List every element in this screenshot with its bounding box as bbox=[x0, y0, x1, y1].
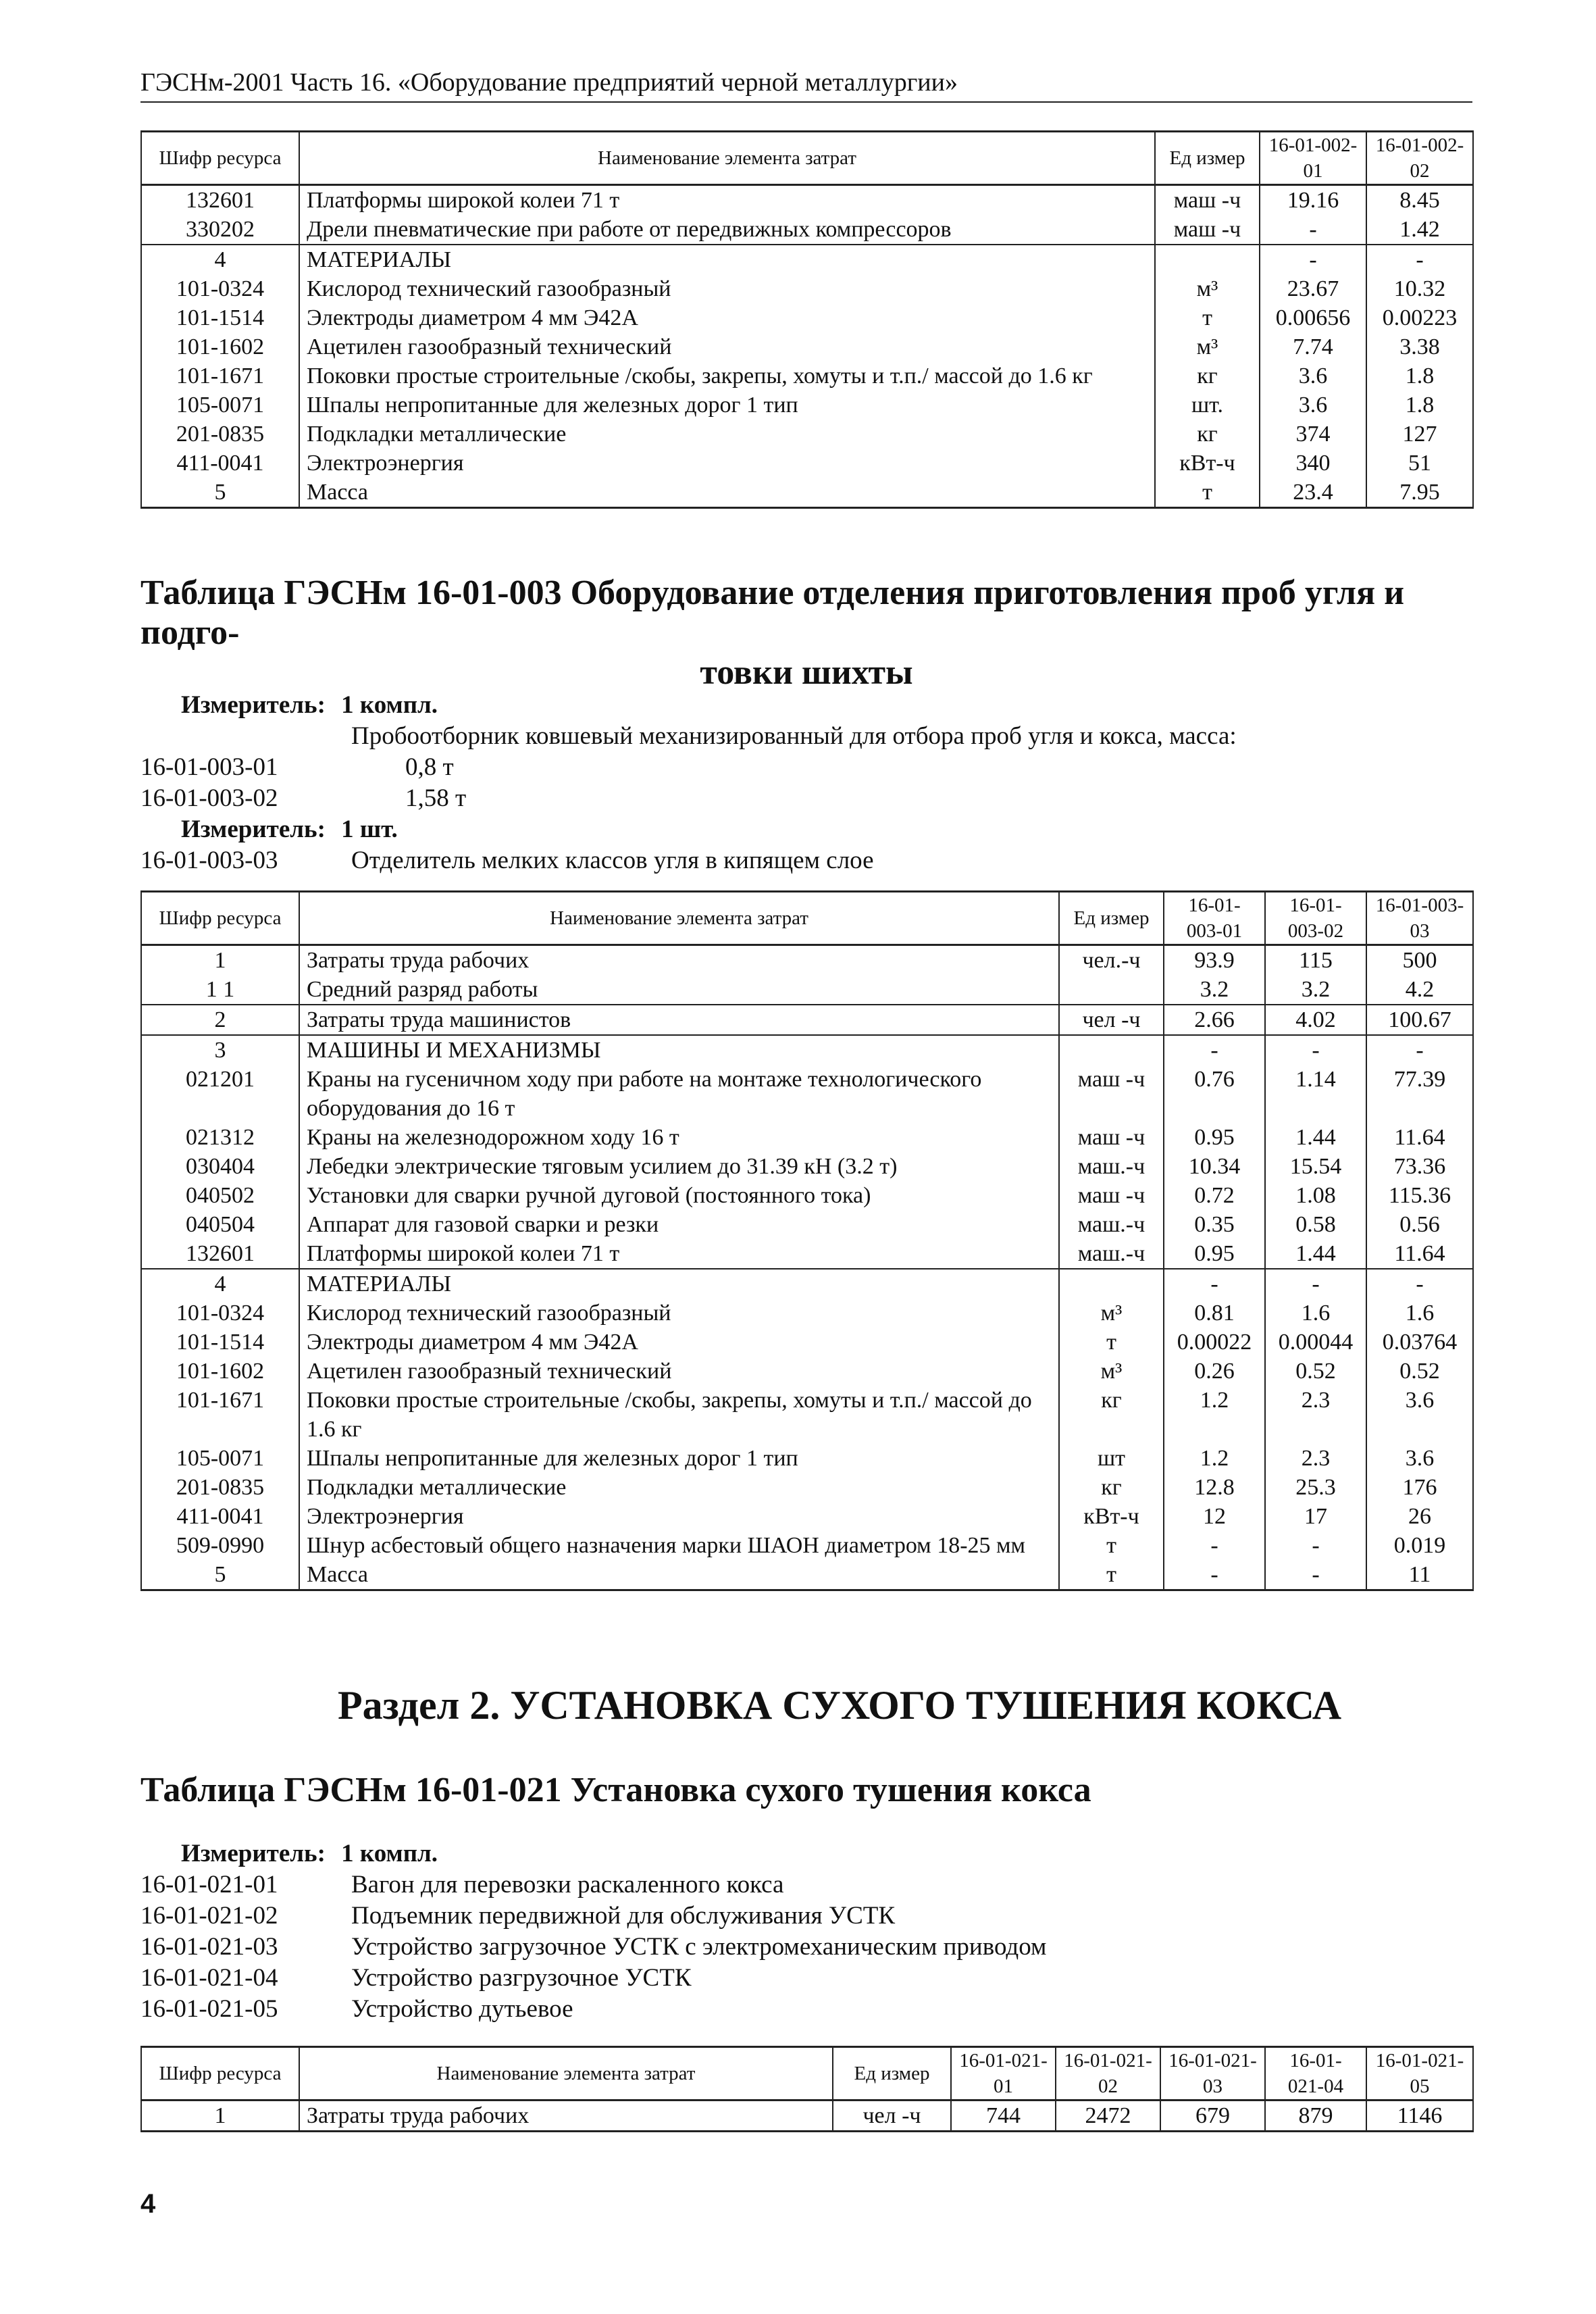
cell-unit: м³ bbox=[1155, 274, 1260, 303]
cell-code: 030404 bbox=[141, 1152, 299, 1181]
cell-v3: 100.67 bbox=[1366, 1005, 1473, 1035]
cell-code: 101-1602 bbox=[141, 332, 299, 361]
cell-unit: чел -ч bbox=[1059, 1005, 1164, 1035]
item-code: 16-01-003-02 bbox=[140, 784, 278, 812]
cell-unit: кг bbox=[1059, 1473, 1164, 1502]
column-header: 16-01-021-04 bbox=[1265, 2047, 1366, 2101]
cell-code: 2 bbox=[141, 1005, 299, 1035]
table-16-01-003 bbox=[140, 890, 1474, 1591]
cell-v1: 374 bbox=[1260, 420, 1366, 449]
table-row bbox=[141, 1444, 1473, 1473]
cell-code: 330202 bbox=[141, 215, 299, 245]
column-header: 16-01-021-05 bbox=[1366, 2047, 1473, 2101]
table-row bbox=[141, 1328, 1473, 1357]
cell-code: 021201 bbox=[141, 1065, 299, 1123]
running-header: ГЭСНм-2001 Часть 16. «Оборудование предприятий черной металлургии» bbox=[140, 68, 958, 97]
cell-unit: кг bbox=[1059, 1386, 1164, 1444]
cell-v2: 2.3 bbox=[1265, 1444, 1366, 1473]
item-code: 16-01-003-03 bbox=[140, 847, 278, 874]
cell-v2: 0.52 bbox=[1265, 1357, 1366, 1386]
cell-code: 040504 bbox=[141, 1210, 299, 1239]
cell-name: Аппарат для газовой сварки и резки bbox=[299, 1210, 1059, 1239]
cell-v2: 15.54 bbox=[1265, 1152, 1366, 1181]
column-header: 16-01-002-02 bbox=[1366, 132, 1473, 185]
cell-code: 4 bbox=[141, 1269, 299, 1299]
cell-v2: 4.02 bbox=[1265, 1005, 1366, 1035]
cell-v2: 2472 bbox=[1056, 2101, 1160, 2132]
cell-v2: 1.8 bbox=[1366, 391, 1473, 420]
cell-v1: 1.2 bbox=[1164, 1444, 1265, 1473]
cell-name: Подкладки металлические bbox=[299, 420, 1155, 449]
cell-v2: - bbox=[1265, 1531, 1366, 1560]
cell-unit: маш.-ч bbox=[1059, 1239, 1164, 1269]
cell-name: Поковки простые строительные /скобы, закрепы, хомуты и т.п./ массой до 1.6 кг bbox=[299, 361, 1155, 391]
cell-name: Лебедки электрические тяговым усилием до 31.39 кН (3.2 т) bbox=[299, 1152, 1059, 1181]
cell-code: 4 bbox=[141, 245, 299, 274]
table-title bbox=[140, 573, 1472, 693]
item-code: 16-01-021-03 bbox=[140, 1933, 278, 1961]
cell-unit: маш.-ч bbox=[1059, 1152, 1164, 1181]
item-text: Устройство загрузочное УСТК с электромеханическим приводом bbox=[351, 1933, 1047, 1961]
cell-unit bbox=[1059, 1035, 1164, 1065]
cell-name: Ацетилен газообразный технический bbox=[299, 1357, 1059, 1386]
measure-line bbox=[181, 815, 398, 844]
header-rule bbox=[140, 101, 1472, 103]
column-header: Наименование элемента затрат bbox=[299, 892, 1059, 945]
cell-unit: кг bbox=[1155, 420, 1260, 449]
table-row bbox=[141, 245, 1473, 274]
cell-v1: 23.4 bbox=[1260, 478, 1366, 508]
column-header: 16-01-003-03 bbox=[1366, 892, 1473, 945]
table-row bbox=[141, 478, 1473, 508]
table-row bbox=[141, 420, 1473, 449]
cell-code: 509-0990 bbox=[141, 1531, 299, 1560]
cell-name: Ацетилен газообразный технический bbox=[299, 332, 1155, 361]
table-row bbox=[141, 1386, 1473, 1444]
cell-code: 105-0071 bbox=[141, 391, 299, 420]
cell-name: Шпалы непропитанные для железных дорог 1 тип bbox=[299, 391, 1155, 420]
cell-name: Электроэнергия bbox=[299, 1502, 1059, 1531]
cell-v3: 679 bbox=[1160, 2101, 1265, 2132]
cell-unit: т bbox=[1059, 1328, 1164, 1357]
cell-name: Установки для сварки ручной дуговой (постоянного тока) bbox=[299, 1181, 1059, 1210]
cell-name: Масса bbox=[299, 478, 1155, 508]
table-row bbox=[141, 1269, 1473, 1299]
cell-v3: - bbox=[1366, 1269, 1473, 1299]
cell-v1: 0.95 bbox=[1164, 1123, 1265, 1152]
cell-v2: 1.8 bbox=[1366, 361, 1473, 391]
table-row bbox=[141, 1473, 1473, 1502]
cell-v3: 26 bbox=[1366, 1502, 1473, 1531]
cell-unit: кВт-ч bbox=[1059, 1502, 1164, 1531]
cell-v1: - bbox=[1260, 215, 1366, 245]
table-row bbox=[141, 274, 1473, 303]
column-header: 16-01-003-01 bbox=[1164, 892, 1265, 945]
item-code: 16-01-021-01 bbox=[140, 1871, 278, 1898]
cell-v1: 0.72 bbox=[1164, 1181, 1265, 1210]
cell-v1: 3.2 bbox=[1164, 975, 1265, 1005]
cell-v1: 23.67 bbox=[1260, 274, 1366, 303]
cell-v2: 0.00223 bbox=[1366, 303, 1473, 332]
cell-v3: 11.64 bbox=[1366, 1123, 1473, 1152]
column-header: Наименование элемента затрат bbox=[299, 132, 1155, 185]
cell-name: МАШИНЫ И МЕХАНИЗМЫ bbox=[299, 1035, 1059, 1065]
table-title-line: Таблица ГЭСНм 16-01-003 Оборудование отделения приготовления проб угля и подго- bbox=[140, 574, 1405, 652]
cell-v1: 7.74 bbox=[1260, 332, 1366, 361]
cell-name: МАТЕРИАЛЫ bbox=[299, 245, 1155, 274]
cell-v1: 10.34 bbox=[1164, 1152, 1265, 1181]
cell-v1: - bbox=[1164, 1035, 1265, 1065]
cell-v3: 1.6 bbox=[1366, 1299, 1473, 1328]
table-16-01-021 bbox=[140, 2046, 1474, 2132]
cell-v3: 500 bbox=[1366, 945, 1473, 976]
cell-unit bbox=[1059, 975, 1164, 1005]
cell-name: Затраты труда машинистов bbox=[299, 1005, 1059, 1035]
cell-v1: 0.76 bbox=[1164, 1065, 1265, 1123]
cell-name: Платформы широкой колеи 71 т bbox=[299, 185, 1155, 216]
measure-value: 1 компл. bbox=[341, 691, 438, 719]
cell-code: 5 bbox=[141, 478, 299, 508]
cell-v2: 1.6 bbox=[1265, 1299, 1366, 1328]
cell-unit: маш -ч bbox=[1155, 185, 1260, 216]
cell-unit: маш -ч bbox=[1059, 1065, 1164, 1123]
cell-code: 201-0835 bbox=[141, 1473, 299, 1502]
cell-name: Кислород технический газообразный bbox=[299, 1299, 1059, 1328]
cell-v2: 1.44 bbox=[1265, 1123, 1366, 1152]
cell-code: 1 bbox=[141, 945, 299, 976]
column-header: 16-01-021-02 bbox=[1056, 2047, 1160, 2101]
cell-unit: м³ bbox=[1059, 1299, 1164, 1328]
cell-v2: - bbox=[1366, 245, 1473, 274]
cell-v2: 25.3 bbox=[1265, 1473, 1366, 1502]
cell-v1: 12 bbox=[1164, 1502, 1265, 1531]
cell-unit bbox=[1155, 245, 1260, 274]
table-row bbox=[141, 1210, 1473, 1239]
cell-name: МАТЕРИАЛЫ bbox=[299, 1269, 1059, 1299]
cell-v2: 2.3 bbox=[1265, 1386, 1366, 1444]
column-header: Наименование элемента затрат bbox=[299, 2047, 833, 2101]
measure-label: Измеритель: bbox=[181, 1840, 326, 1867]
table-row bbox=[141, 1065, 1473, 1123]
cell-v3: 4.2 bbox=[1366, 975, 1473, 1005]
cell-v2: 3.38 bbox=[1366, 332, 1473, 361]
item-code: 16-01-021-05 bbox=[140, 1995, 278, 2023]
cell-name: Средний разряд работы bbox=[299, 975, 1059, 1005]
cell-name: Затраты труда рабочих bbox=[299, 2101, 833, 2132]
cell-v2: 1.44 bbox=[1265, 1239, 1366, 1269]
measure-value: 1 компл. bbox=[341, 1840, 438, 1867]
table-row bbox=[141, 1531, 1473, 1560]
cell-v2: 51 bbox=[1366, 449, 1473, 478]
cell-v1: 0.26 bbox=[1164, 1357, 1265, 1386]
section-title: Раздел 2. УСТАНОВКА СУХОГО ТУШЕНИЯ КОКСА bbox=[338, 1683, 1342, 1728]
cell-unit: т bbox=[1155, 303, 1260, 332]
cell-v5: 1146 bbox=[1366, 2101, 1473, 2132]
cell-v3: 176 bbox=[1366, 1473, 1473, 1502]
cell-unit: маш.-ч bbox=[1059, 1210, 1164, 1239]
cell-code: 101-1671 bbox=[141, 361, 299, 391]
cell-v1: 0.81 bbox=[1164, 1299, 1265, 1328]
cell-v3: 11.64 bbox=[1366, 1239, 1473, 1269]
column-header: 16-01-021-03 bbox=[1160, 2047, 1265, 2101]
cell-code: 101-1514 bbox=[141, 1328, 299, 1357]
table-row bbox=[141, 391, 1473, 420]
table-row bbox=[141, 1152, 1473, 1181]
table-row bbox=[141, 332, 1473, 361]
column-header: Шифр ресурса bbox=[141, 132, 299, 185]
table-row bbox=[141, 1123, 1473, 1152]
cell-code: 132601 bbox=[141, 1239, 299, 1269]
cell-v2: - bbox=[1265, 1035, 1366, 1065]
table-row bbox=[141, 215, 1473, 245]
table-row bbox=[141, 449, 1473, 478]
item-text: Вагон для перевозки раскаленного кокса bbox=[351, 1871, 784, 1898]
item-text: Устройство разгрузочное УСТК bbox=[351, 1964, 692, 1992]
column-header: 16-01-003-02 bbox=[1265, 892, 1366, 945]
cell-v1: 744 bbox=[951, 2101, 1056, 2132]
column-header: Ед измер bbox=[833, 2047, 951, 2101]
cell-v1: 93.9 bbox=[1164, 945, 1265, 976]
column-header: 16-01-021-01 bbox=[951, 2047, 1056, 2101]
cell-unit: чел.-ч bbox=[1059, 945, 1164, 976]
cell-v2: - bbox=[1265, 1269, 1366, 1299]
cell-code: 411-0041 bbox=[141, 449, 299, 478]
item-code: 16-01-021-04 bbox=[140, 1964, 278, 1992]
cell-v3: 0.03764 bbox=[1366, 1328, 1473, 1357]
cell-unit: кг bbox=[1155, 361, 1260, 391]
measure-label: Измеритель: bbox=[181, 691, 326, 719]
cell-code: 201-0835 bbox=[141, 420, 299, 449]
cell-v2: 0.00044 bbox=[1265, 1328, 1366, 1357]
item-code: 16-01-021-02 bbox=[140, 1902, 278, 1930]
table-row bbox=[141, 975, 1473, 1005]
cell-v1: 19.16 bbox=[1260, 185, 1366, 216]
cell-v3: 11 bbox=[1366, 1560, 1473, 1590]
cell-v1: 0.00656 bbox=[1260, 303, 1366, 332]
table-row bbox=[141, 1005, 1473, 1035]
table-row bbox=[141, 361, 1473, 391]
cell-code: 101-0324 bbox=[141, 274, 299, 303]
cell-v2: - bbox=[1265, 1560, 1366, 1590]
cell-name: Краны на железнодорожном ходу 16 т bbox=[299, 1123, 1059, 1152]
table-row bbox=[141, 1299, 1473, 1328]
table-title: Таблица ГЭСНм 16-01-021 Установка сухого тушения кокса bbox=[140, 1771, 1091, 1809]
cell-code: 1 1 bbox=[141, 975, 299, 1005]
column-header: Ед измер bbox=[1059, 892, 1164, 945]
cell-code: 101-0324 bbox=[141, 1299, 299, 1328]
cell-v2: 17 bbox=[1265, 1502, 1366, 1531]
cell-name: Шпалы непропитанные для железных дорог 1 тип bbox=[299, 1444, 1059, 1473]
measure-line bbox=[181, 690, 438, 720]
cell-v3: 0.019 bbox=[1366, 1531, 1473, 1560]
table-title-line: товки шихты bbox=[700, 653, 913, 692]
cell-v2: 115 bbox=[1265, 945, 1366, 976]
cell-code: 411-0041 bbox=[141, 1502, 299, 1531]
cell-code: 021312 bbox=[141, 1123, 299, 1152]
cell-v1: 1.2 bbox=[1164, 1386, 1265, 1444]
measure-value: 1 шт. bbox=[341, 815, 398, 843]
cell-v2: 7.95 bbox=[1366, 478, 1473, 508]
cell-v3: 3.6 bbox=[1366, 1444, 1473, 1473]
cell-unit: м³ bbox=[1059, 1357, 1164, 1386]
table-row bbox=[141, 1357, 1473, 1386]
cell-unit: т bbox=[1059, 1531, 1164, 1560]
table-row bbox=[141, 945, 1473, 976]
cell-name: Краны на гусеничном ходу при работе на монтаже технологического оборудования до 16 т bbox=[299, 1065, 1059, 1123]
cell-unit: маш -ч bbox=[1155, 215, 1260, 245]
cell-name: Электроды диаметром 4 мм Э42А bbox=[299, 303, 1155, 332]
cell-v1: 340 bbox=[1260, 449, 1366, 478]
cell-code: 101-1514 bbox=[141, 303, 299, 332]
measure-line bbox=[181, 1839, 438, 1868]
cell-v1: 0.00022 bbox=[1164, 1328, 1265, 1357]
column-header: Ед измер bbox=[1155, 132, 1260, 185]
table-row bbox=[141, 185, 1473, 216]
table-16-01-002 bbox=[140, 130, 1474, 509]
cell-code: 3 bbox=[141, 1035, 299, 1065]
column-header: 16-01-002-01 bbox=[1260, 132, 1366, 185]
cell-v1: - bbox=[1164, 1269, 1265, 1299]
table-row bbox=[141, 2101, 1473, 2132]
cell-unit: шт. bbox=[1155, 391, 1260, 420]
cell-unit: чел -ч bbox=[833, 2101, 951, 2132]
cell-v1: - bbox=[1164, 1531, 1265, 1560]
column-header: Шифр ресурса bbox=[141, 892, 299, 945]
cell-v1: 3.6 bbox=[1260, 361, 1366, 391]
cell-v2: 8.45 bbox=[1366, 185, 1473, 216]
cell-name: Платформы широкой колеи 71 т bbox=[299, 1239, 1059, 1269]
cell-v1: - bbox=[1260, 245, 1366, 274]
table-row bbox=[141, 1035, 1473, 1065]
cell-v2: 1.08 bbox=[1265, 1181, 1366, 1210]
cell-name: Масса bbox=[299, 1560, 1059, 1590]
cell-v3: 0.56 bbox=[1366, 1210, 1473, 1239]
item-text: 0,8 т bbox=[405, 753, 454, 781]
cell-v2: 1.14 bbox=[1265, 1065, 1366, 1123]
table-row bbox=[141, 1181, 1473, 1210]
cell-v3: 0.52 bbox=[1366, 1357, 1473, 1386]
cell-v3: 115.36 bbox=[1366, 1181, 1473, 1210]
table-row bbox=[141, 1560, 1473, 1590]
cell-name: Затраты труда рабочих bbox=[299, 945, 1059, 976]
table-row bbox=[141, 1239, 1473, 1269]
cell-name: Электроды диаметром 4 мм Э42А bbox=[299, 1328, 1059, 1357]
cell-code: 040502 bbox=[141, 1181, 299, 1210]
cell-v3: 73.36 bbox=[1366, 1152, 1473, 1181]
table-row bbox=[141, 1502, 1473, 1531]
cell-code: 5 bbox=[141, 1560, 299, 1590]
cell-v4: 879 bbox=[1265, 2101, 1366, 2132]
cell-name: Электроэнергия bbox=[299, 449, 1155, 478]
cell-name: Кислород технический газообразный bbox=[299, 274, 1155, 303]
cell-unit: маш -ч bbox=[1059, 1181, 1164, 1210]
item-text: Устройство дутьевое bbox=[351, 1995, 573, 2023]
cell-unit bbox=[1059, 1269, 1164, 1299]
cell-code: 101-1602 bbox=[141, 1357, 299, 1386]
cell-v1: 2.66 bbox=[1164, 1005, 1265, 1035]
table-description: Пробоотборник ковшевый механизированный для отбора проб угля и кокса, масса: bbox=[351, 722, 1237, 750]
cell-code: 132601 bbox=[141, 185, 299, 216]
cell-unit: м³ bbox=[1155, 332, 1260, 361]
cell-code: 101-1671 bbox=[141, 1386, 299, 1444]
cell-v2: 1.42 bbox=[1366, 215, 1473, 245]
cell-unit: шт bbox=[1059, 1444, 1164, 1473]
cell-unit: т bbox=[1059, 1560, 1164, 1590]
table-row bbox=[141, 303, 1473, 332]
cell-code: 1 bbox=[141, 2101, 299, 2132]
cell-unit: маш -ч bbox=[1059, 1123, 1164, 1152]
cell-v2: 0.58 bbox=[1265, 1210, 1366, 1239]
page-number: 4 bbox=[140, 2189, 156, 2219]
cell-v2: 10.32 bbox=[1366, 274, 1473, 303]
item-text: Подъемник передвижной для обслуживания УСТК bbox=[351, 1902, 896, 1930]
cell-v1: - bbox=[1164, 1560, 1265, 1590]
cell-v1: 12.8 bbox=[1164, 1473, 1265, 1502]
item-text: 1,58 т bbox=[405, 784, 467, 812]
cell-name: Поковки простые строительные /скобы, закрепы, хомуты и т.п./ массой до 1.6 кг bbox=[299, 1386, 1059, 1444]
measure-label: Измеритель: bbox=[181, 815, 326, 843]
cell-code: 105-0071 bbox=[141, 1444, 299, 1473]
cell-name: Шнур асбестовый общего назначения марки ШАОН диаметром 18-25 мм bbox=[299, 1531, 1059, 1560]
cell-v2: 3.2 bbox=[1265, 975, 1366, 1005]
item-code: 16-01-003-01 bbox=[140, 753, 278, 781]
item-text: Отделитель мелких классов угля в кипящем слое bbox=[351, 847, 874, 874]
cell-unit: т bbox=[1155, 478, 1260, 508]
cell-v1: 3.6 bbox=[1260, 391, 1366, 420]
cell-v1: 0.95 bbox=[1164, 1239, 1265, 1269]
cell-name: Дрели пневматические при работе от передвижных компрессоров bbox=[299, 215, 1155, 245]
cell-name: Подкладки металлические bbox=[299, 1473, 1059, 1502]
cell-v3: 3.6 bbox=[1366, 1386, 1473, 1444]
cell-v1: 0.35 bbox=[1164, 1210, 1265, 1239]
cell-v3: 77.39 bbox=[1366, 1065, 1473, 1123]
cell-unit: кВт-ч bbox=[1155, 449, 1260, 478]
cell-v2: 127 bbox=[1366, 420, 1473, 449]
cell-v3: - bbox=[1366, 1035, 1473, 1065]
column-header: Шифр ресурса bbox=[141, 2047, 299, 2101]
